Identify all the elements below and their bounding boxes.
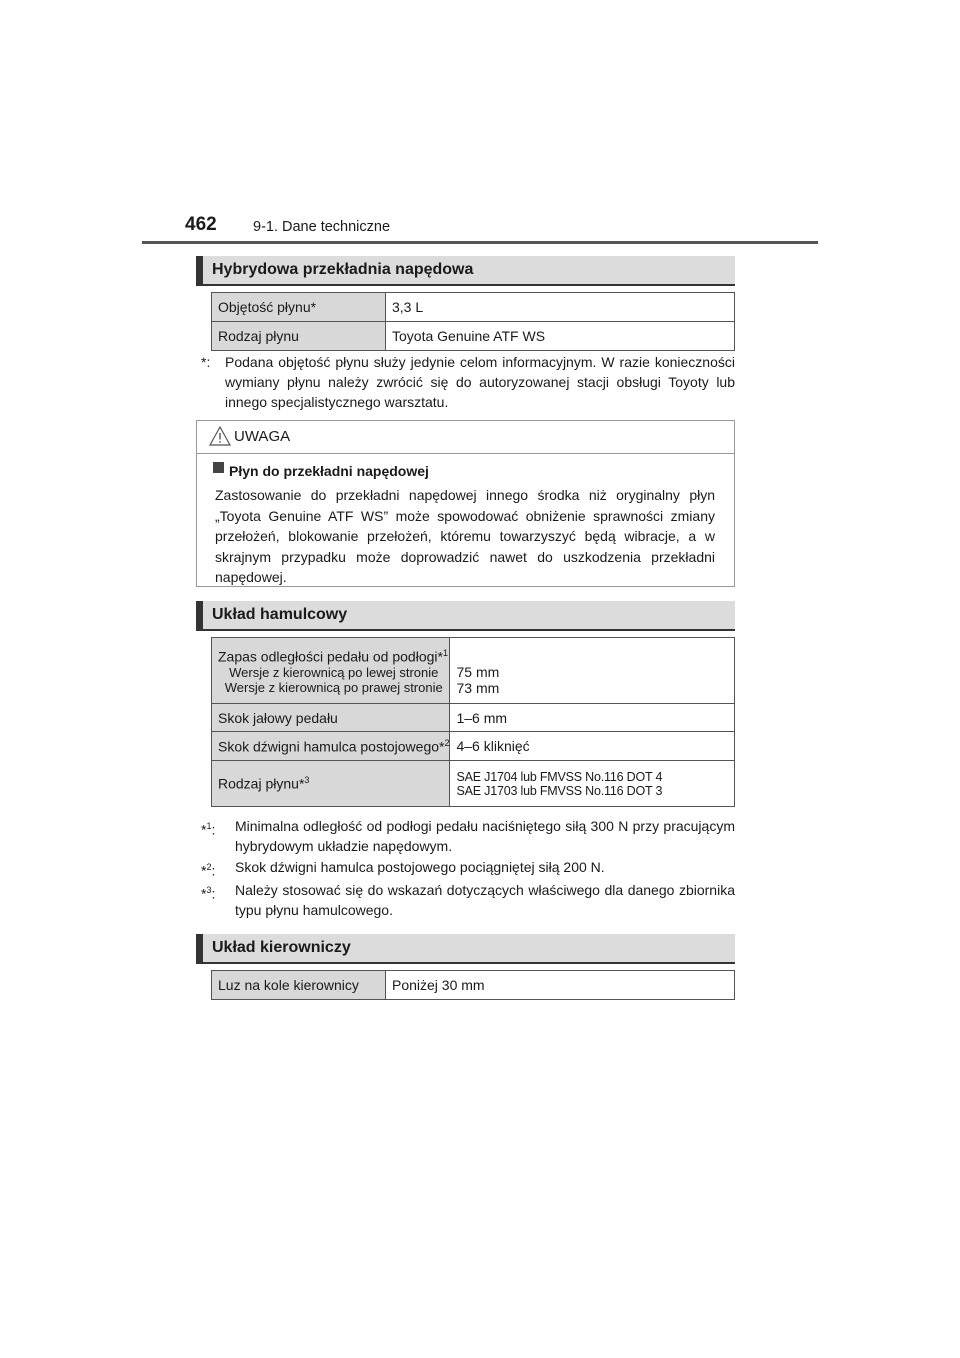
cell-value: 1–6 mm bbox=[450, 704, 735, 732]
transmission-footnote bbox=[201, 352, 735, 412]
table-row bbox=[212, 732, 735, 761]
table-row bbox=[212, 971, 735, 1000]
label-main: Zapas odległości pedału od podłogi*$^1$ bbox=[218, 648, 448, 665]
table-row bbox=[212, 638, 735, 704]
cell-label: Skok dźwigni hamulca postojowego*$^2$ bbox=[212, 732, 450, 761]
page-number: 462 bbox=[185, 214, 217, 235]
footnote-mark: *: bbox=[201, 354, 211, 370]
caution-body: Zastosowanie do przekładni napędowej innego środka niż oryginalny płyn „Toyota Genuine ATF WS” może spowodować obniżenie sprawności zmiany przełożeń, blokowanie przełożeń, któremu towarzyszyć będą wibracje, a w skrajnym przypadku może doprowadzić nawet do uszkodzenia przekładni napędowej. bbox=[215, 487, 715, 585]
footnote-ref: 3 bbox=[304, 775, 310, 786]
footnote-mark: *$^1$: bbox=[201, 821, 216, 838]
caution-subtitle: Płyn do przekładni napędowej bbox=[229, 463, 429, 479]
table-row bbox=[212, 293, 735, 322]
sub-label: Wersje z kierownicą po prawej stronie bbox=[224, 679, 443, 695]
table-row bbox=[212, 322, 735, 351]
table-row bbox=[212, 704, 735, 732]
cell-value: 75 mm 73 mm bbox=[450, 638, 735, 704]
footnote-mark: *$^2$: bbox=[201, 862, 216, 879]
cell-value: Toyota Genuine ATF WS bbox=[386, 322, 735, 351]
section-title: Układ hamulcowy bbox=[212, 606, 348, 623]
cell-value: Poniżej 30 mm bbox=[386, 971, 735, 1000]
brakes-footnote-2 bbox=[201, 857, 735, 877]
section-header-steering bbox=[196, 934, 735, 964]
cell-value: 3,3 L bbox=[386, 293, 735, 322]
sub-label: Wersje z kierownicą po lewej stronie bbox=[229, 664, 439, 680]
cell-label: Rodzaj płynu bbox=[212, 322, 386, 351]
table-row bbox=[212, 761, 735, 807]
section-header-transmission bbox=[196, 256, 735, 286]
section-header-bar bbox=[196, 601, 203, 629]
caution-title: UWAGA bbox=[234, 428, 291, 445]
header-rule bbox=[142, 241, 818, 244]
cell-label: Luz na kole kierownicy bbox=[212, 971, 386, 1000]
warning-triangle-icon bbox=[209, 426, 231, 446]
running-title: 9-1. Dane techniczne bbox=[253, 219, 391, 235]
transmission-spec-table bbox=[211, 292, 735, 351]
cell-label: Rodzaj płynu*$^3$ bbox=[212, 761, 450, 807]
steering-spec-table bbox=[211, 970, 735, 1000]
section-header-brakes bbox=[196, 601, 735, 631]
brakes-footnote-3 bbox=[201, 880, 735, 920]
footnote-mark: *$^3$: bbox=[201, 885, 216, 902]
cell-label bbox=[212, 638, 450, 704]
cell-value: 4–6 kliknięć bbox=[450, 732, 735, 761]
cell-value: SAE J1704 lub FMVSS No.116 DOT 4 SAE J1703 lub FMVSS No.116 DOT 3 bbox=[450, 761, 735, 807]
section-title: Hybrydowa przekładnia napędowa bbox=[212, 261, 474, 278]
cell-label: Objętość płynu* bbox=[212, 293, 386, 322]
section-header-bar bbox=[196, 256, 203, 284]
cell-label: Skok jałowy pedału bbox=[212, 704, 450, 732]
brakes-spec-table bbox=[211, 637, 735, 807]
footnote-text: Minimalna odległość od podłogi pedału naciśniętego siłą 300 N przy pracującym hybrydowym układzie napędowym. bbox=[235, 818, 735, 854]
footnote-ref: 2 bbox=[444, 737, 450, 748]
footnote-text: Skok dźwigni hamulca postojowego pociągniętej siłą 200 N. bbox=[235, 859, 605, 875]
caution-header bbox=[197, 421, 734, 454]
square-bullet-icon bbox=[213, 462, 224, 473]
brakes-footnote-1 bbox=[201, 816, 735, 856]
footnote-text: Podana objętość płynu służy jedynie celom informacyjnym. W razie konieczności wymiany płynu należy zwrócić się do autoryzowanej stacji obsługi Toyoty lub innego specjalistycznego warsztatu. bbox=[225, 354, 735, 410]
footnote-ref: 1 bbox=[442, 648, 448, 659]
section-title: Układ kierowniczy bbox=[212, 939, 351, 956]
footnote-text: Należy stosować się do wskazań dotyczących właściwego dla danego zbiornika typu płynu hamulcowego. bbox=[235, 882, 735, 918]
caution-box bbox=[196, 420, 735, 587]
section-header-bar bbox=[196, 934, 203, 962]
